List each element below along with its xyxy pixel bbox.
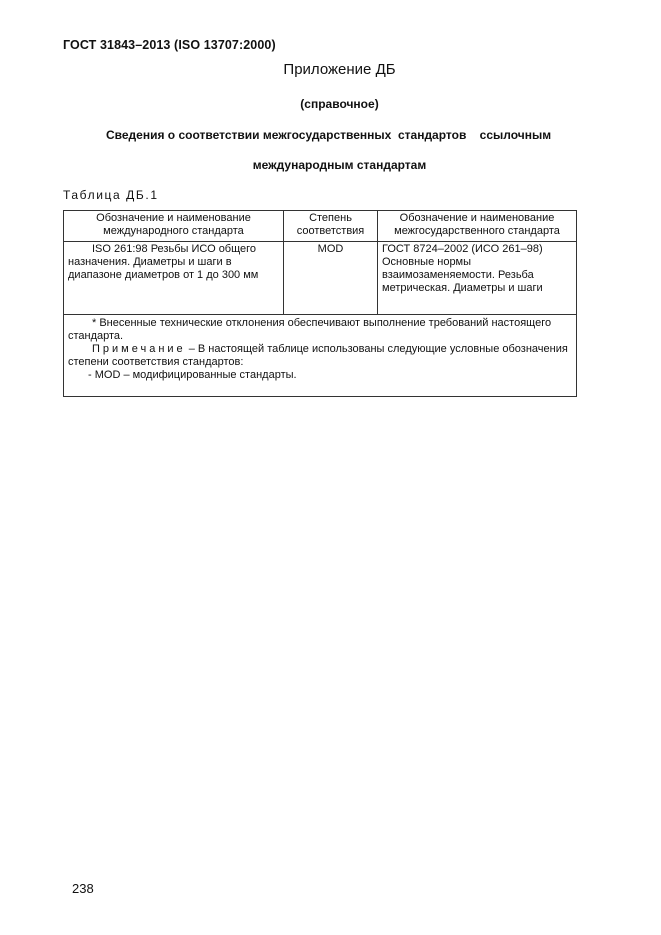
column-header-degree: Степень соответствия — [284, 211, 378, 242]
table-note — [68, 343, 572, 369]
table-notes-cell — [64, 315, 577, 397]
cell-international-standard: ISO 261:98 Резьбы ИСО общего назначения. Диаметры и шаги в диапазоне диаметров от 1 до 300 мм — [64, 242, 284, 315]
cell-interstate-standard: ГОСТ 8724–2002 (ИСО 261–98) Основные нормы взаимозаменяемости. Резьба метрическая. Диаметры и шаги — [378, 242, 577, 315]
standard-code: ГОСТ 31843–2013 (ISO 13707:2000) — [63, 38, 276, 52]
page-number: 238 — [72, 881, 94, 896]
note-label: Примечание — [92, 343, 186, 355]
table-notes-row — [64, 315, 577, 397]
column-header-international: Обозначение и наименование международного стандарта — [64, 211, 284, 242]
table-caption: Таблица ДБ.1 — [63, 188, 159, 202]
column-header-interstate: Обозначение и наименование межгосударственного стандарта — [378, 211, 577, 242]
appendix-title: Приложение ДБ — [283, 61, 396, 78]
correspondence-table — [63, 210, 577, 397]
section-heading-line-1: Сведения о соответствии межгосударственных стандартов ссылочным — [106, 128, 552, 142]
section-heading-line-2: международным стандартам — [252, 158, 427, 172]
table-row — [64, 242, 577, 315]
note-item-mod: - MOD – модифицированные стандарты. — [88, 369, 297, 381]
table-footnote: * Внесенные технические отклонения обеспечивают выполнение требований настоящего стандарта. — [68, 317, 552, 342]
appendix-note: (справочное) — [300, 97, 379, 111]
cell-degree: MOD — [284, 242, 378, 315]
table-header-row — [64, 211, 577, 242]
note-text: – В настоящей таблице использованы следующие условные обозначения степени соответствия стандартов: — [68, 343, 568, 368]
